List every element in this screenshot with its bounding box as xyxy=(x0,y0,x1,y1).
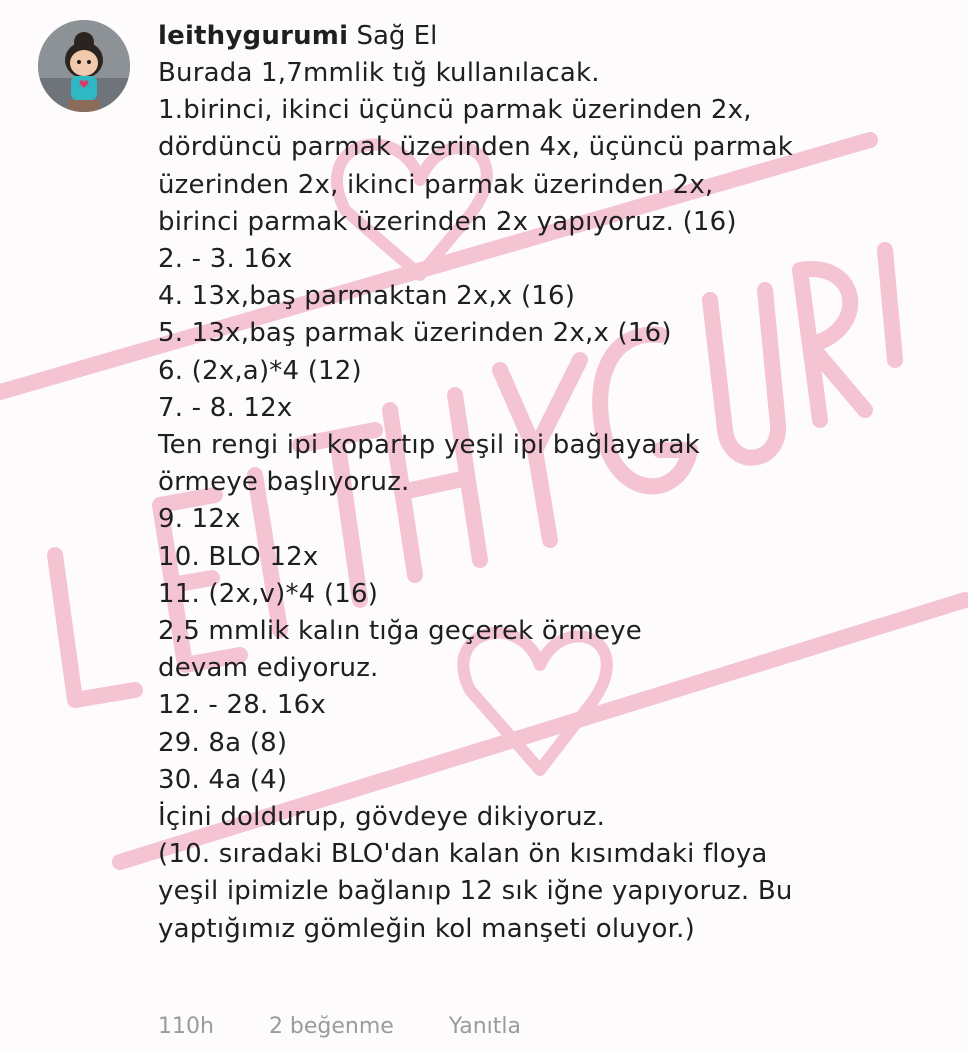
comment-line: 6. (2x,a)*4 (12) xyxy=(158,355,362,386)
comment-line: 29. 8a (8) xyxy=(158,727,288,758)
comment-line: örmeye başlıyoruz. xyxy=(158,467,410,498)
comment-line: İçini doldurup, gövdeye dikiyoruz. xyxy=(158,802,606,833)
comment-body xyxy=(158,18,948,948)
comment-line: Burada 1,7mmlik tığ kullanılacak. xyxy=(158,58,600,88)
likes-count-button[interactable]: 2 beğenme xyxy=(268,1014,394,1039)
doll-avatar-icon xyxy=(38,20,130,112)
comment-line: 5. 13x,baş parmak üzerinden 2x,x (16) xyxy=(158,318,672,349)
comment-header xyxy=(158,18,948,55)
comment-line: 4. 13x,baş parmaktan 2x,x (16) xyxy=(158,281,576,312)
comment-line: 11. (2x,v)*4 (16) xyxy=(158,578,379,609)
comment-line: 1.birinci, ikinci üçüncü parmak üzerinden 2x, xyxy=(158,95,752,126)
comment-line: 9. 12x xyxy=(158,504,241,535)
comment-line: 2,5 mmlik kalın tığa geçerek örmeye xyxy=(158,616,642,647)
comment-line: 30. 4a (4) xyxy=(158,764,288,795)
comment-line: dördüncü parmak üzerinden 4x, üçüncü parmak xyxy=(158,132,793,163)
comment-line: 12. - 28. 16x xyxy=(158,690,326,721)
comment-line: 10. BLO 12x xyxy=(158,541,319,572)
comment-line: 2. - 3. 16x xyxy=(158,244,293,275)
comment-line: Ten rengi ipi kopartıp yeşil ipi bağlayarak xyxy=(158,430,700,461)
comment-meta xyxy=(158,1014,569,1039)
comment-line: birinci parmak üzerinden 2x yapıyoruz. (16) xyxy=(158,206,737,237)
reply-button[interactable]: Yanıtla xyxy=(448,1014,522,1039)
comment-line: yaptığımız gömleğin kol manşeti oluyor.) xyxy=(158,913,695,944)
comment-timestamp: 110h xyxy=(158,1014,214,1039)
username-link[interactable]: leithygurumi xyxy=(158,21,349,51)
comment-line: (10. sıradaki BLO'dan kalan ön kısımdaki floya xyxy=(158,839,768,870)
comment-line: yeşil ipimizle bağlanıp 12 sık iğne yapıyoruz. Bu xyxy=(158,876,793,907)
comment-first-line: Sağ El xyxy=(356,21,438,51)
avatar[interactable] xyxy=(38,20,130,112)
comment-line: devam ediyoruz. xyxy=(158,653,379,684)
comment-line: üzerinden 2x, ikinci parmak üzerinden 2x, xyxy=(158,169,714,200)
comment-line: 7. - 8. 12x xyxy=(158,392,293,423)
